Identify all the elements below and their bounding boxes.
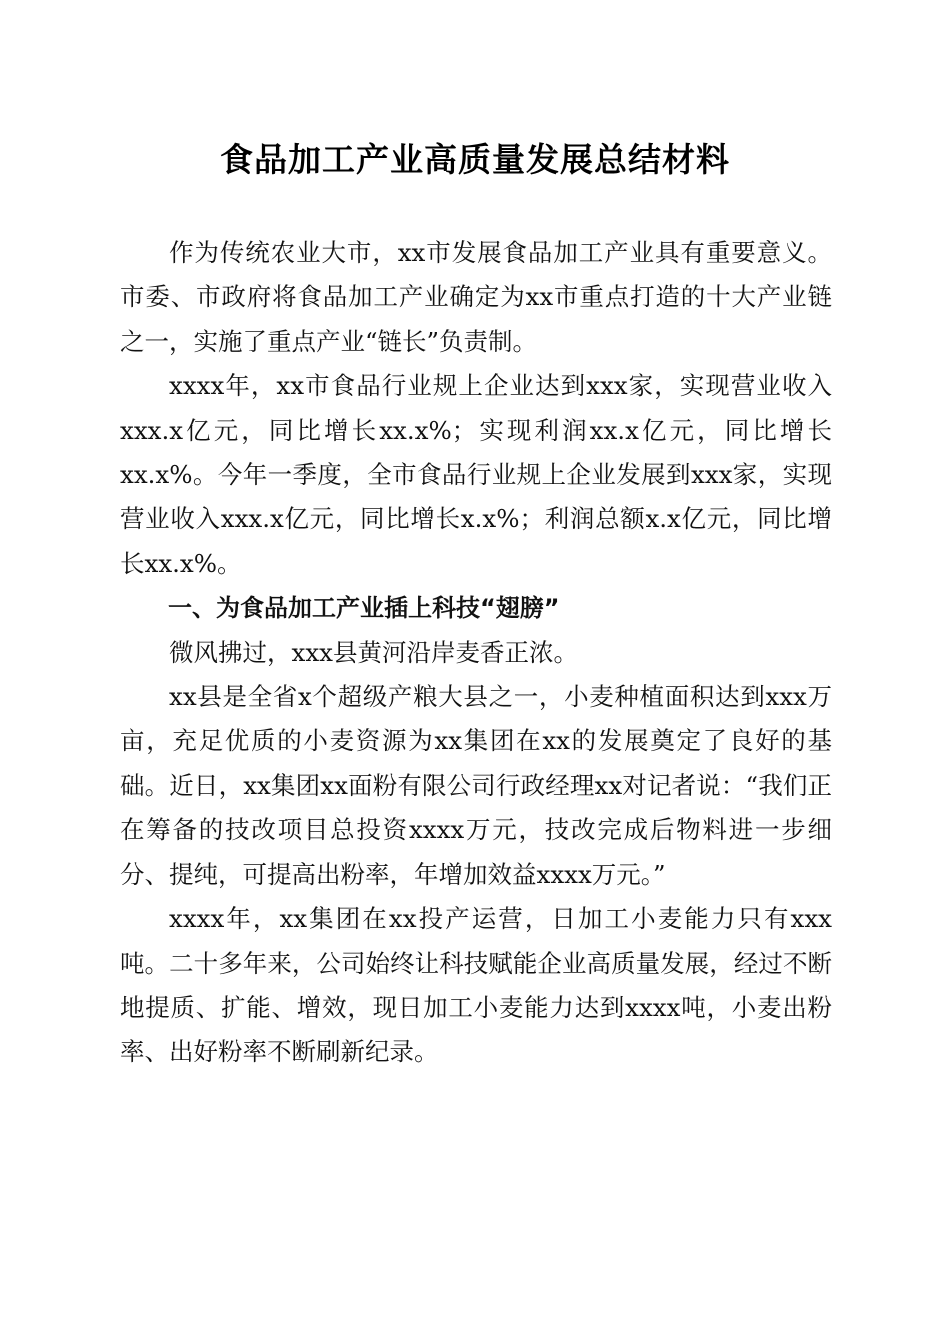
- intro-paragraph: 作为传统农业大市，xx市发展食品加工产业具有重要意义。市委、市政府将食品加工产业确定为xx市重点打造的十大产业链之一，实施了重点产业“链长”负责制。: [120, 238, 832, 356]
- scene-paragraph: 微风拂过，xxx县黄河沿岸麦香正浓。: [169, 637, 578, 667]
- county-paragraph: xx县是全省x个超级产粮大县之一，小麦种植面积达到xxx万亩，充足优质的小麦资源为xx集团在xx的发展奠定了良好的基础。近日，xx集团xx面粉有限公司行政经理xx对记者说：“我们正在筹备的技改项目总投资xxxx万元，技改完成后物料进一步细分、提纯，可提高出粉率，年增加效益xxxx万元。”: [120, 682, 832, 889]
- statistics-paragraph: xxxx年，xx市食品行业规上企业达到xxx家，实现营业收入xxx.x亿元，同比增长xx.x%；实现利润xx.x亿元，同比增长xx.x%。今年一季度，全市食品行业规上企业发展到xxx家，实现营业收入xxx.x亿元，同比增长x.x%；利润总额x.x亿元，同比增长xx.x%。: [120, 371, 832, 578]
- document-body: [120, 231, 832, 1075]
- section-heading: 一、为食品加工产业插上科技“翅膀”: [168, 594, 560, 623]
- group-history-paragraph: xxxx年，xx集团在xx投产运营，日加工小麦能力只有xxx吨。二十多年来，公司始终让科技赋能企业高质量发展，经过不断地提质、扩能、增效，现日加工小麦能力达到xxxx吨，小麦出粉率、出好粉率不断刷新纪录。: [120, 904, 832, 1067]
- document-title: 食品加工产业高质量发展总结材料: [220, 140, 730, 179]
